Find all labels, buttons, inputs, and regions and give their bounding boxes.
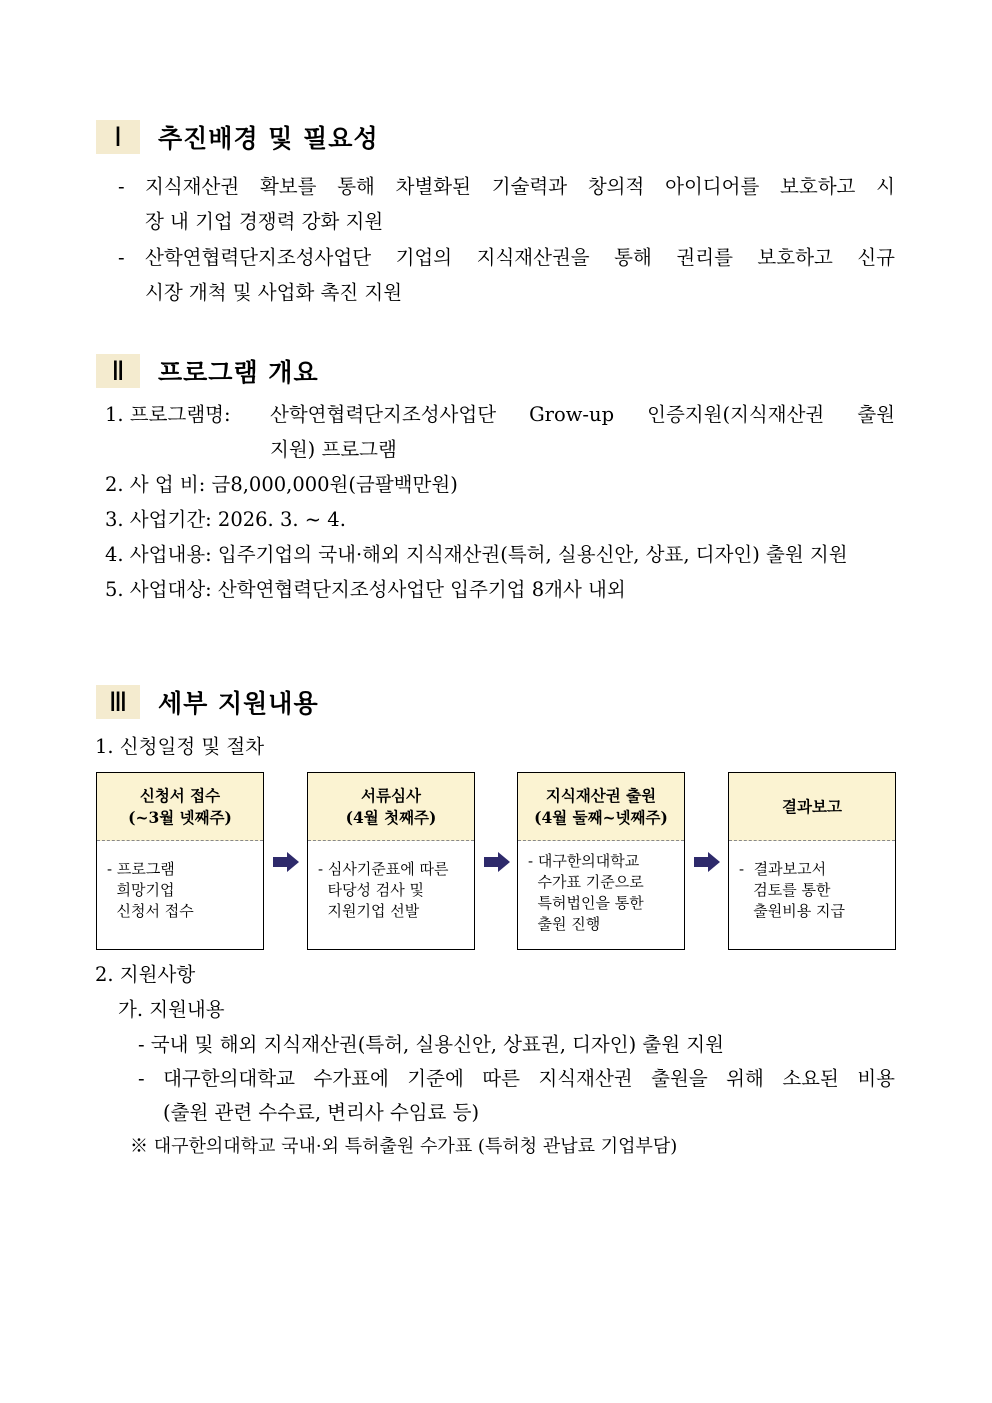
- support-bullet-cont: (출원 관련 수수료, 변리사 수임료 등): [163, 1101, 480, 1124]
- bullet-text: 지식재산권 확보를 통해 차별화된 기술력과 창의적 아이디어를 보호하고 시: [145, 175, 895, 198]
- flow-step-application: [96, 772, 264, 950]
- support-bullet: - 국내 및 해외 지식재산권(특허, 실용신안, 상표권, 디자인) 출원 지원: [138, 1033, 724, 1056]
- support-content-heading: 가. 지원내용: [118, 998, 225, 1021]
- flow-step-subtitle: (~3월 넷째주): [128, 807, 232, 827]
- schedule-subheading: 1. 신청일정 및 절차: [95, 735, 265, 758]
- flow-step-body: - 심사기준표에 따른 타당성 검사 및 지원기업 선발: [318, 860, 449, 920]
- bullet-text: 장 내 기업 경쟁력 강화 지원: [145, 210, 384, 233]
- flow-step-subtitle: (4월 첫째주): [345, 807, 437, 827]
- bullet-marker: -: [118, 175, 125, 198]
- flow-step-body: - 프로그램 희망기업 신청서 접수: [107, 860, 194, 920]
- bullet-text: 시장 개척 및 사업화 촉진 지원: [145, 281, 403, 304]
- budget-item: 2. 사 업 비: 금8,000,000원(금팔백만원): [105, 473, 458, 496]
- flow-step-filing: [517, 772, 685, 950]
- support-bullet: - 대구한의대학교 수가표에 기준에 따른 지식재산권 출원을 위해 소요된 비용: [138, 1067, 895, 1090]
- arrow-right-icon: [484, 852, 510, 872]
- section2-numeral: Ⅱ: [96, 354, 140, 388]
- flow-step-title: 결과보고: [782, 796, 842, 816]
- program-name-label: 1. 프로그램명:: [105, 403, 231, 426]
- flow-step-subtitle: (4월 둘째~넷째주): [534, 807, 668, 827]
- section3-title: 세부 지원내용: [158, 689, 319, 718]
- bullet-text: 산학연협력단지조성사업단 기업의 지식재산권을 통해 권리를 보호하고 신규: [145, 246, 895, 269]
- bullet-marker: -: [118, 246, 125, 269]
- flow-step-title: 지식재산권 출원: [545, 785, 657, 805]
- flow-step-review: [307, 772, 475, 950]
- section2-title: 프로그램 개요: [158, 358, 319, 387]
- program-name-value-cont: 지원) 프로그램: [270, 438, 397, 461]
- arrow-right-icon: [694, 852, 720, 872]
- section1-title: 추진배경 및 필요성: [158, 124, 379, 153]
- flow-step-body: - 결과보고서 검토를 통한 출원비용 지급: [739, 860, 846, 920]
- flow-step-report: [728, 772, 896, 950]
- flow-step-title: 서류심사: [361, 785, 421, 805]
- section1-numeral: Ⅰ: [96, 120, 140, 154]
- support-subheading: 2. 지원사항: [95, 963, 196, 986]
- section3-heading: [96, 683, 319, 721]
- section2-heading: [96, 352, 319, 390]
- target-item: 5. 사업대상: 산학연협력단지조성사업단 입주기업 8개사 내외: [105, 578, 626, 601]
- fee-note: ※ 대구한의대학교 국내·외 특허출원 수가표 (특허청 관납료 기업부담): [130, 1136, 678, 1157]
- flow-step-title: 신청서 접수: [139, 785, 221, 805]
- section1-heading: [96, 118, 379, 156]
- content-item: 4. 사업내용: 입주기업의 국내·해외 지식재산권(특허, 실용신안, 상표, 디자인) 출원 지원: [105, 543, 848, 566]
- program-name-value: 산학연협력단지조성사업단 Grow-up 인증지원(지식재산권 출원: [270, 403, 895, 426]
- flow-step-body: - 대구한의대학교 수가표 기준으로 특허법인을 통한 출원 진행: [528, 852, 644, 933]
- period-item: 3. 사업기간: 2026. 3. ~ 4.: [105, 508, 346, 531]
- arrow-right-icon: [273, 852, 299, 872]
- section3-numeral: Ⅲ: [96, 685, 140, 719]
